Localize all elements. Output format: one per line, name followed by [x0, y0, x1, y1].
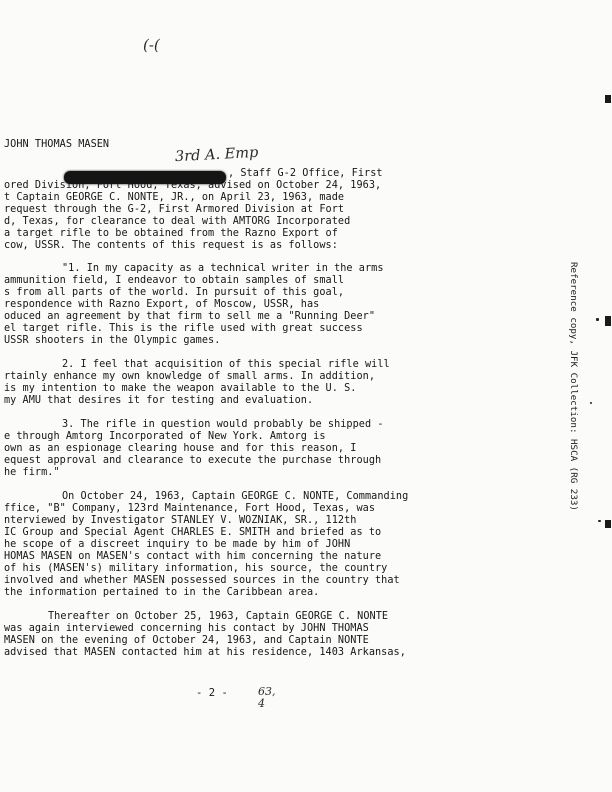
scan-edge-mark — [605, 316, 611, 326]
body-line: he firm." — [4, 467, 60, 478]
body-line: ored Division, Fort Hood, Texas, advised on October 24, 1963, — [4, 180, 382, 191]
scan-speck — [590, 402, 592, 404]
body-line: d, Texas, for clearance to deal with AMTORG Incorporated — [4, 216, 351, 227]
body-line: request through the G-2, First Armored Division at Fort — [4, 204, 345, 215]
body-line: t Captain GEORGE C. NONTE, JR., on April 23, 1963, made — [4, 192, 345, 203]
scan-edge-mark — [605, 520, 611, 528]
body-line: el target rifle. This is the rifle used with great success — [4, 323, 363, 334]
body-line: Thereafter on October 25, 1963, Captain GEORGE C. NONTE — [48, 611, 389, 622]
body-line: s from all parts of the world. In pursuit of this goal, — [4, 287, 345, 298]
scan-speck — [596, 318, 599, 321]
body-line: cow, USSR. The contents of this request is as follows: — [4, 240, 338, 251]
body-line: equest approval and clearance to execute the purchase through — [4, 455, 382, 466]
body-line: IC Group and Special Agent CHARLES E. SMITH and briefed as to — [4, 527, 382, 538]
body-line: the information pertained to in the Caribbean area. — [4, 587, 320, 598]
subject-name-header: JOHN THOMAS MASEN — [4, 139, 110, 150]
body-line: rtainly enhance my own knowledge of small arms. In addition, — [4, 371, 376, 382]
body-line: "1. In my capacity as a technical writer in the arms — [62, 263, 384, 274]
body-line: HOMAS MASEN on MASEN's contact with him concerning the nature — [4, 551, 382, 562]
body-line: a target rifle to be obtained from the Razno Export of — [4, 228, 338, 239]
body-line: MASEN on the evening of October 24, 1963, and Captain NONTE — [4, 635, 369, 646]
page-number: - 2 - — [196, 687, 228, 699]
body-line: On October 24, 1963, Captain GEORGE C. NONTE, Commanding — [62, 491, 409, 502]
body-line: 3. The rifle in question would probably be shipped - — [62, 419, 384, 430]
body-line: respondence with Razno Export, of Moscow, USSR, has — [4, 299, 320, 310]
body-line: is my intention to make the weapon available to the U. S. — [4, 383, 357, 394]
body-line: my AMU that desires it for testing and evaluation. — [4, 395, 314, 406]
scan-speck — [598, 520, 601, 522]
body-line: he scope of a discreet inquiry to be made by him of JOHN — [4, 539, 351, 550]
body-line: advised that MASEN contacted him at his residence, 1403 Arkansas, — [4, 647, 406, 658]
footer-handwritten-mark: 63, 4 — [258, 685, 276, 710]
body-line: own as an espionage clearing house and for this reason, I — [4, 443, 357, 454]
body-line: oduced an agreement by that firm to sell me a "Running Deer" — [4, 311, 376, 322]
body-line: of his (MASEN's) military information, his source, the country — [4, 563, 388, 574]
body-line: e through Amtorg Incorporated of New York. Amtorg is — [4, 431, 326, 442]
handwritten-scribble: (-( — [143, 36, 160, 54]
scan-edge-mark — [605, 95, 611, 103]
body-line: involved and whether MASEN possessed sources in the country that — [4, 575, 400, 586]
body-line: was again interviewed concerning his contact by JOHN THOMAS — [4, 623, 369, 634]
margin-reference-stamp: Reference copy, JFK Collection: HSCA (RG 233) — [568, 262, 579, 511]
body-line: , Staff G-2 Office, First — [228, 168, 383, 179]
body-line: 2. I feel that acquisition of this special rifle will — [62, 359, 390, 370]
body-line: nterviewed by Investigator STANLEY V. WOZNIAK, SR., 112th — [4, 515, 357, 526]
body-line: ffice, "B" Company, 123rd Maintenance, Fort Hood, Texas, was — [4, 503, 376, 514]
body-line: USSR shooters in the Olympic games. — [4, 335, 221, 346]
body-line: ammunition field, I endeavor to obtain samples of small — [4, 275, 345, 286]
handwritten-annotation: 3rd A. Emp — [174, 144, 259, 166]
